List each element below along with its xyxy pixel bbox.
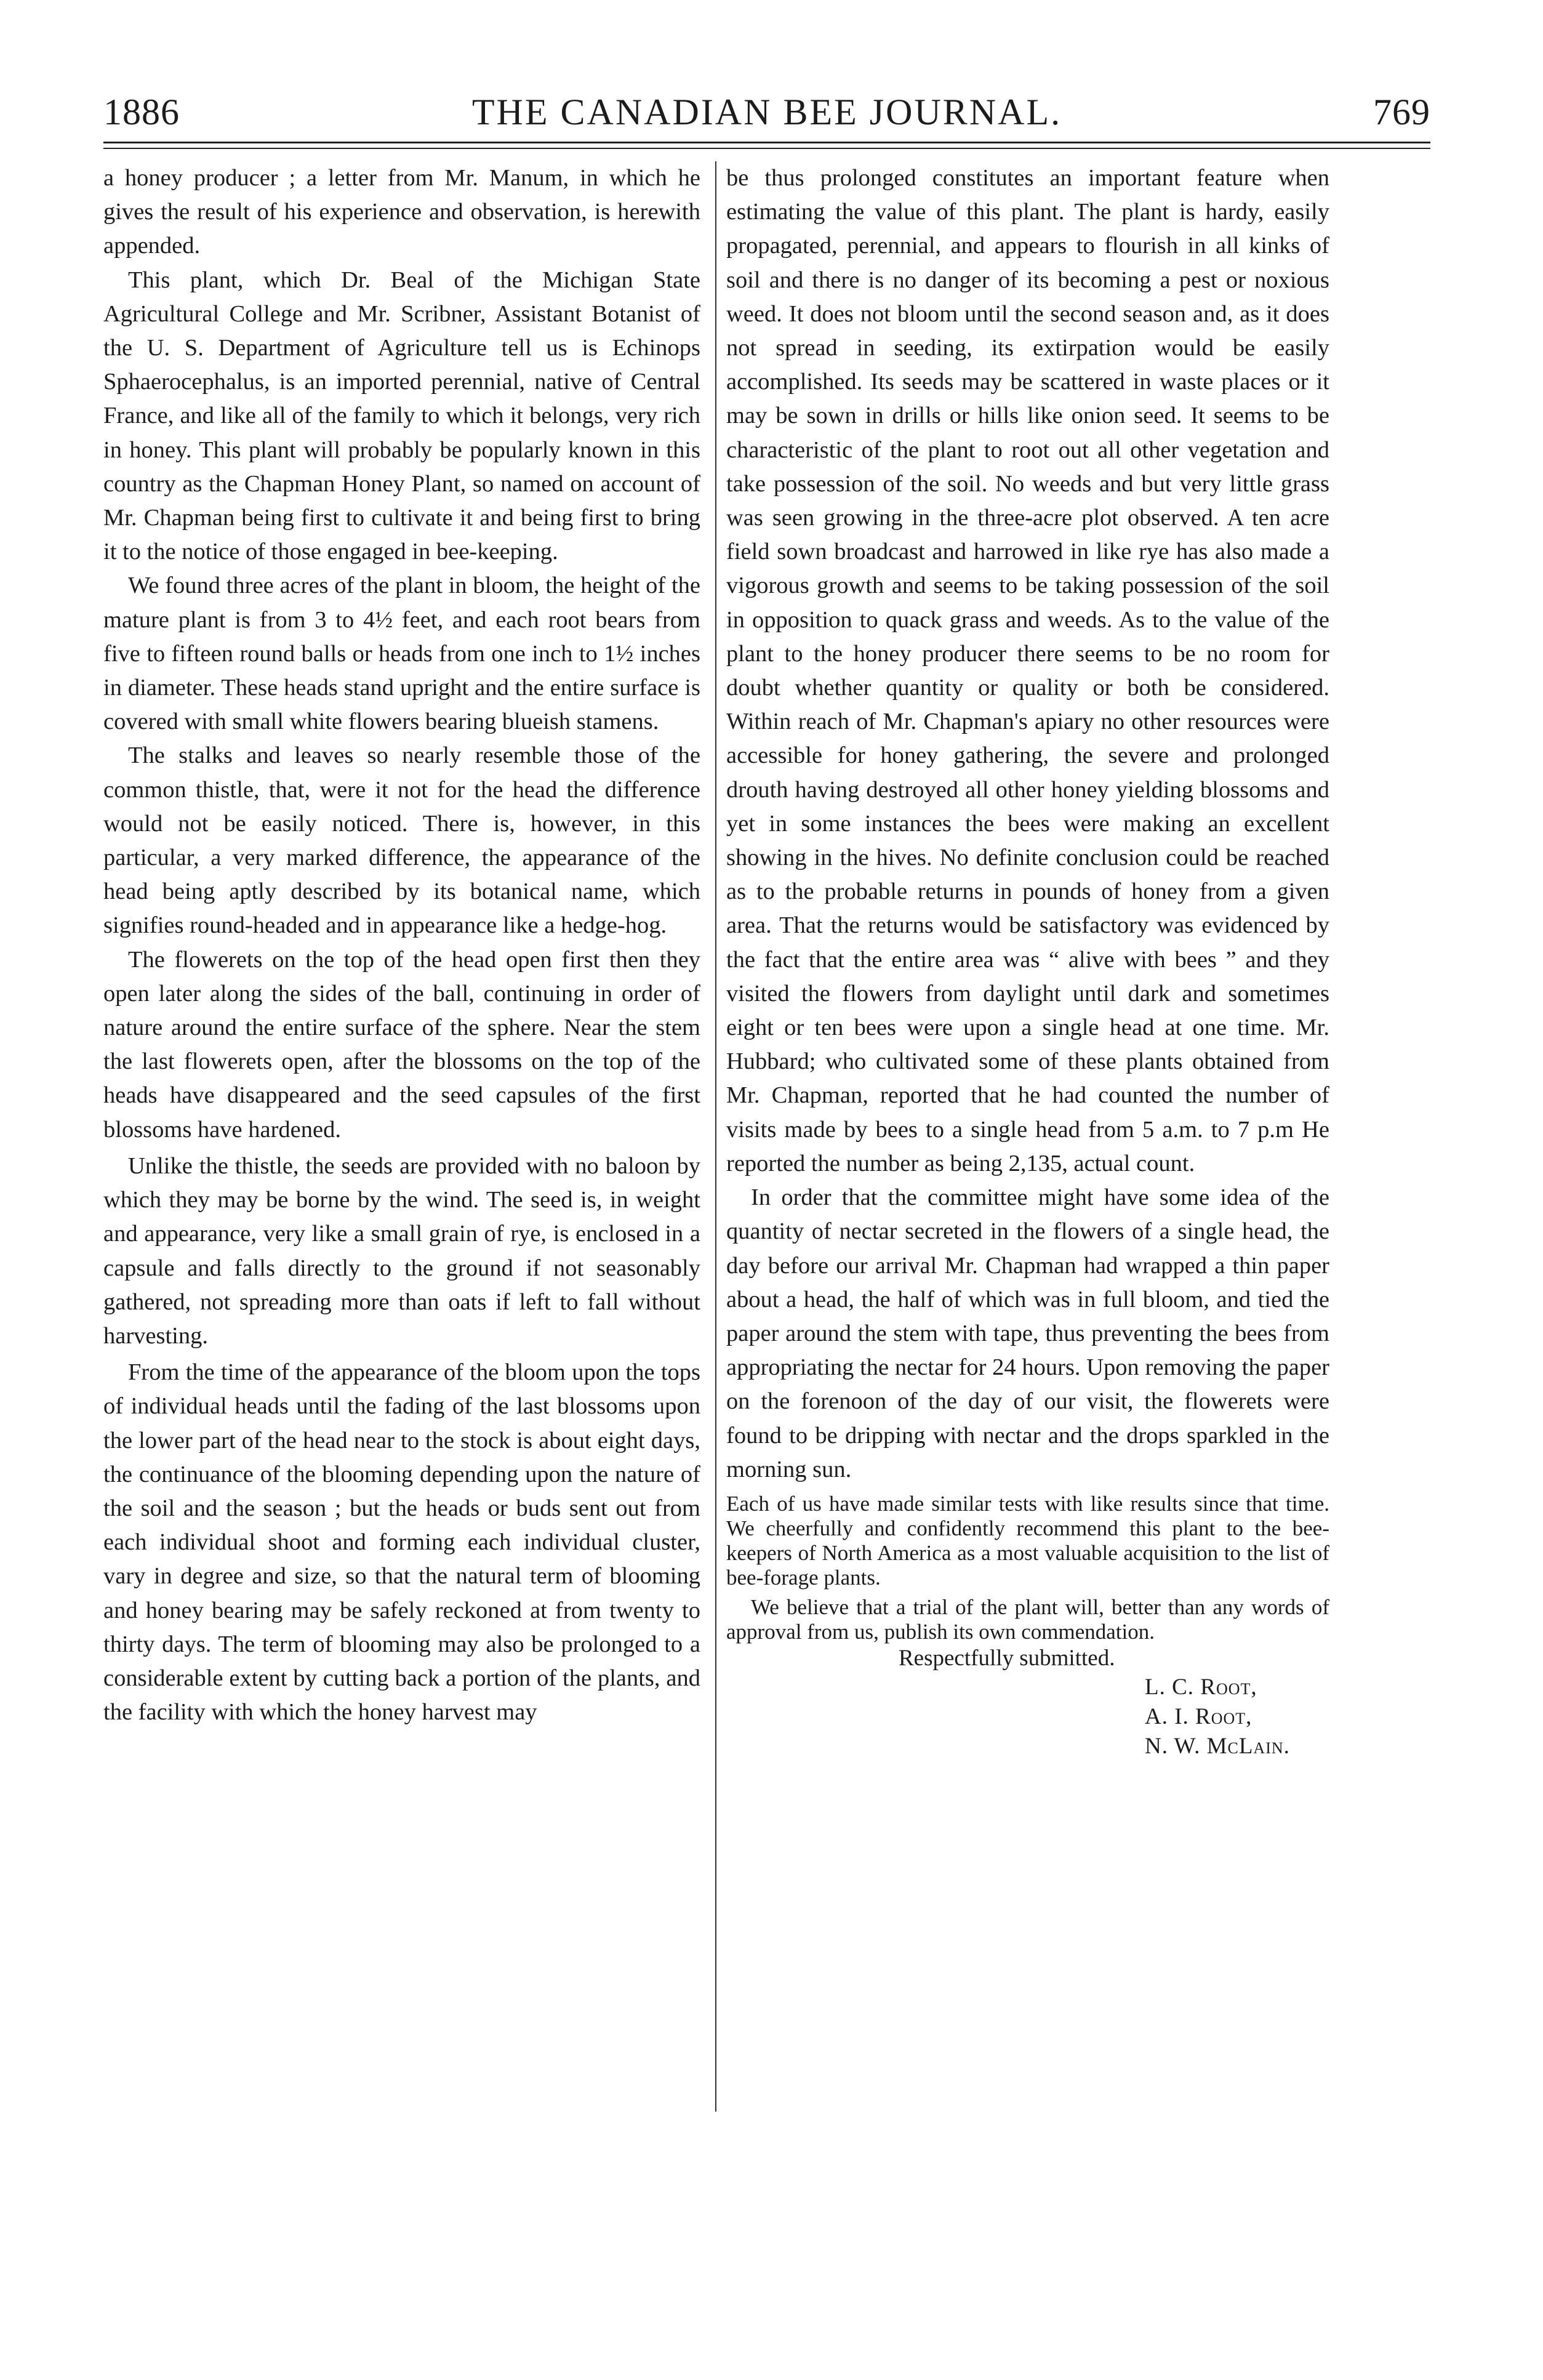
paragraph-small: We believe that a trial of the plant will, better than any words of approval from us, publish its own commendation. — [726, 1594, 1329, 1644]
header-year: 1886 — [103, 92, 180, 132]
signature-line: N. W. McLain. — [1145, 1733, 1290, 1759]
paragraph: be thus prolonged constitutes an important feature when estimating the value of this plant. The plant is hardy, easily propagated, perennial, and appears to flourish in all kinks of soil and there is no danger of its becoming a pest or noxious weed. It does not bloom until the second season and, as it does not spread in seeding, its extirpation would be easily accomplished. Its seeds may be scattered in waste places or it may be sown in drills or hills like onion seed. It seems to be characteristic of the plant to root out all other vegetation and take possession of the soil. No weeds and but very little grass was seen growing in the three-acre plot observed. A ten acre field sown broadcast and harrowed in like rye has also made a vigorous growth and seems to be taking possession of the soil in opposition to quack grass and weeds. As to the value of the plant to the honey producer there seems to be no room for doubt whether quantity or quality or both be considered. Within reach of Mr. Chapman's apiary no other resources were accessible for honey gathering, the severe and prolonged drouth having destroyed all other honey yielding blossoms and yet in some instances the bees were making an excellent showing in the hives. No definite conclusion could be reached as to the probable returns in pounds of honey from a given area. That the returns would be satisfactory was evidenced by the fact that the entire area was “ alive with bees ” and they visited the flowers from daylight until dark and sometimes eight or ten bees were upon a single head at one time. Mr. Hubbard; who cultivated some of these plants obtained from Mr. Chapman, reported that he had counted the number of visits made by bees to a single head from 5 a.m. to 7 p.m He reported the number as being 2,135, actual count. — [726, 165, 1329, 1176]
column-divider — [715, 161, 716, 2112]
signature-line: L. C. Root, — [1145, 1674, 1257, 1700]
header-rule-thin — [103, 148, 1430, 149]
paragraph: The stalks and leaves so nearly resemble those of the common thistle, that, were it not for the head the difference would not be easily noticed. There is, however, in this particular, a very marked difference, the appearance of the head being aptly described by its botanical name, which signifies round-headed and in appearance like a hedge-hog. — [103, 742, 700, 939]
paragraph: We found three acres of the plant in bloom, the height of the mature plant is from 3 to 4½ feet, and each root bears from five to fifteen round balls or heads from one inch to 1½ inches in diameter. These heads stand upright and the entire surface is covered with small white flowers bearing blueish stamens. — [103, 573, 700, 735]
paragraph-small: Each of us have made similar tests with like results since that time. We cheerfully and confidently recommend this plant to the bee-keepers of North America as a most valuable acquisition to the list of bee-forage plants. — [726, 1491, 1329, 1590]
page-number: 769 — [1373, 92, 1430, 132]
right-column — [726, 161, 1329, 1761]
paragraph: The flowerets on the top of the head open first then they open later along the sides of the ball, continuing in order of nature around the entire surface of the sphere. Near the stem the last flowerets open, after the blossoms on the top of the heads have disappeared and the seed capsules of the first blossoms have hardened. — [103, 946, 700, 1143]
page-header — [103, 91, 1430, 134]
journal-title: THE CANADIAN BEE JOURNAL. — [471, 92, 1062, 132]
left-column — [103, 161, 700, 1729]
paragraph: This plant, which Dr. Beal of the Michigan State Agricultural College and Mr. Scribner, Assistant Botanist of the U. S. Department of Agriculture tell us is Echinops Sphaerocephalus, is an imported perennial, native of Central France, and like all of the family to which it belongs, very rich in honey. This plant will probably be popularly known in this country as the Chapman Honey Plant, so named on account of Mr. Chapman being first to cultivate it and being first to bring it to the notice of those engaged in bee-keeping. — [103, 267, 700, 565]
header-rule-thick — [103, 142, 1430, 143]
paragraph: Unlike the thistle, the seeds are provided with no baloon by which they may be borne by the wind. The seed is, in weight and appearance, very like a small grain of rye, is enclosed in a capsule and falls directly to the ground if not seasonably gathered, not spreading more than oats if left to fall without harvesting. — [103, 1152, 700, 1349]
paragraph: From the time of the appearance of the bloom upon the tops of individual heads until the fading of the last blossoms upon the lower part of the head near to the stock is about eight days, the continuance of the blooming depending upon the nature of the soil and the season ; but the heads or buds sent out from each individual shoot and forming each individual cluster, vary in degree and size, so that the natural term of blooming and honey bearing may be safely reckoned at from twenty to thirty days. The term of blooming may also be prolonged to a considerable extent by cutting back a portion of the plants, and the facility with which the honey harvest may — [103, 1359, 700, 1726]
signature-line: A. I. Root, — [1145, 1703, 1252, 1729]
paragraph: a honey producer ; a letter from Mr. Manum, in which he gives the result of his experience and observation, is herewith appended. — [103, 165, 700, 259]
closing-line: Respectfully submitted. — [899, 1645, 1115, 1671]
paragraph: In order that the committee might have some idea of the quantity of nectar secreted in the flowers of a single head, the day before our arrival Mr. Chapman had wrapped a thin paper about a head, the half of which was in full bloom, and tied the paper around the stem with tape, thus preventing the bees from appropriating the nectar for 24 hours. Upon removing the paper on the forenoon of the day of our visit, the flowerets were found to be dripping with nectar and the drops sparkled in the morning sun. — [726, 1184, 1329, 1482]
